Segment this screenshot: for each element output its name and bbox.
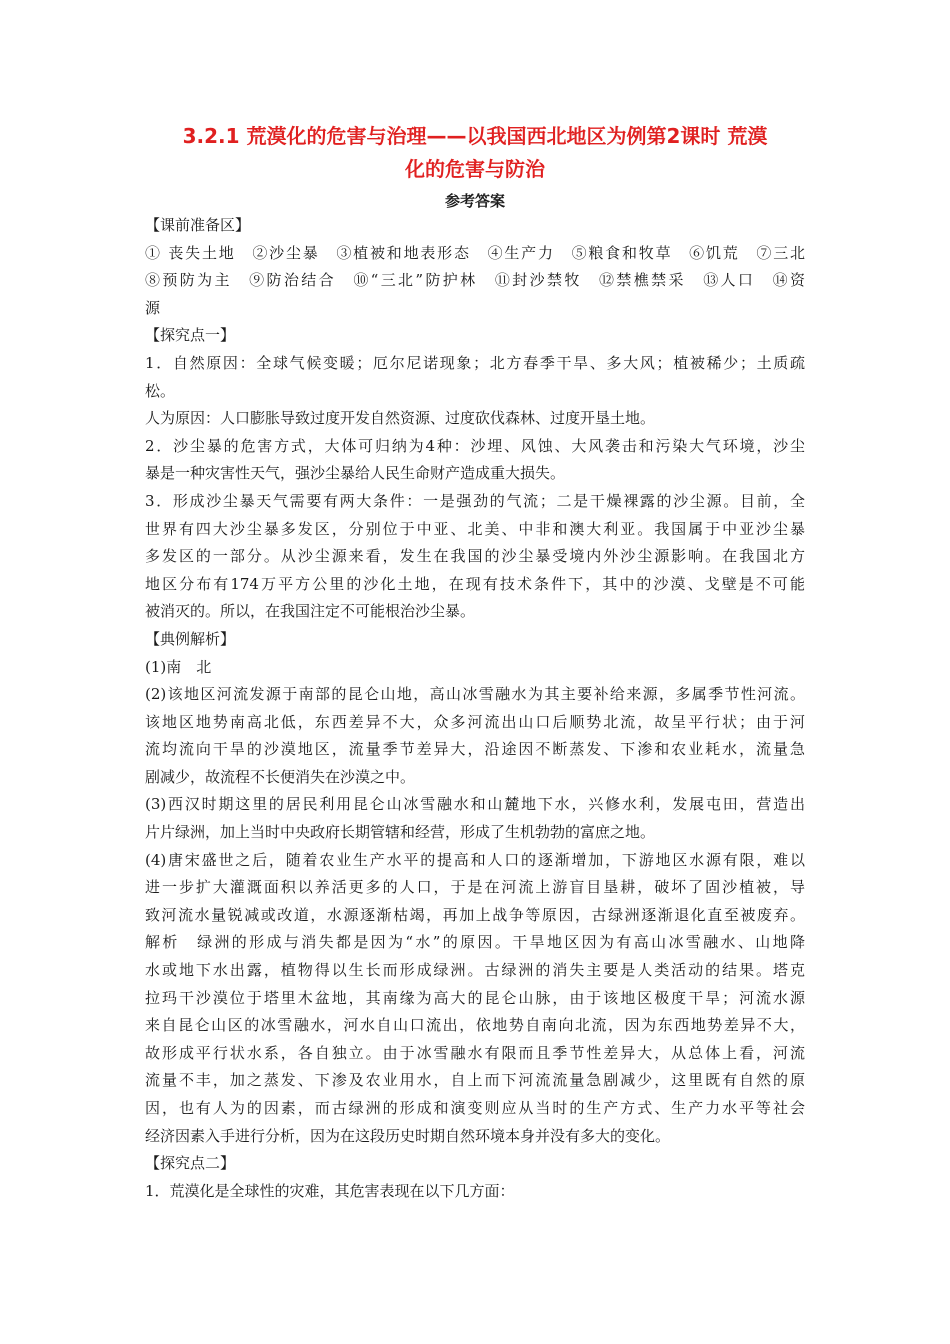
text-line: 经济因素入手进行分析，因为在这段历史时期自然环境本身并没有多大的变化。 xyxy=(145,1126,671,1145)
text-line: 致河流水量锐减或改道，水源逐渐枯竭，再加上战争等原因，古绿洲逐渐退化直至被废弃。 xyxy=(145,905,805,924)
text-line: 片片绿洲，加上当时中央政府长期管辖和经营，形成了生机勃勃的富庶之地。 xyxy=(145,823,656,842)
text-line: 地区分布有174万平方公里的沙化土地，在现有技术条件下，其中的沙漠、戈壁是不可能 xyxy=(145,574,805,593)
document-title-line-2: 化的危害与防治 xyxy=(405,157,545,181)
text-line: 流量不丰，加之蒸发、下渗及农业用水，自上而下河流流量急剧减少，这里既有自然的原 xyxy=(145,1071,805,1090)
text-line: 1．自然原因：全球气候变暖；厄尔尼诺现象；北方春季干旱、多大风；植被稀少；土质疏 xyxy=(145,353,805,372)
text-line: (2)该地区河流发源于南部的昆仑山地，高山冰雪融水为其主要补给来源，多属季节性河流。 xyxy=(145,685,805,704)
text-line: 源 xyxy=(145,298,161,317)
text-line: 拉玛干沙漠位于塔里木盆地，其南缘为高大的昆仑山脉，由于该地区极度干旱；河流水源 xyxy=(145,988,805,1007)
section-heading: 【探究点一】 xyxy=(145,326,236,345)
text-line: 松。 xyxy=(145,381,176,400)
text-line: 剧减少，故流程不长便消失在沙漠之中。 xyxy=(145,767,416,786)
text-line: 因，也有人为的因素，而古绿洲的形成和演变则应从当时的生产方式、生产力水平等社会 xyxy=(145,1099,805,1117)
section-heading: 【课前准备区】 xyxy=(145,216,251,234)
section-heading: 【典例解析】 xyxy=(145,629,236,648)
section-heading: 【探究点二】 xyxy=(145,1154,236,1173)
answer-key-heading: 参考答案 xyxy=(444,192,505,210)
text-line: (1)南 北 xyxy=(145,657,212,676)
text-line: (4)唐宋盛世之后，随着农业生产水平的提高和人口的逐渐增加，下游地区水源有限，难以 xyxy=(145,850,805,869)
text-line: 1．荒漠化是全球性的灾难，其危害表现在以下几方面： xyxy=(145,1181,515,1200)
text-line: ① 丧失土地 ②沙尘暴 ③植被和地表形态 ④生产力 ⑤粮食和牧草 ⑥饥荒 ⑦三北 xyxy=(145,243,805,262)
text-line: 2．沙尘暴的危害方式，大体可归纳为4种：沙埋、风蚀、大风袭击和污染大气环境，沙尘 xyxy=(145,436,805,455)
text-line: 水或地下水出露，植物得以生长而形成绿洲。古绿洲的消失主要是人类活动的结果。塔克 xyxy=(145,961,805,980)
text-line: 人为原因：人口膨胀导致过度开发自然资源、过度砍伐森林、过度开垦土地。 xyxy=(145,409,656,428)
text-line: 流均流向干旱的沙漠地区，流量季节差异大，沿途因不断蒸发、下渗和农业耗水，流量急 xyxy=(145,740,805,759)
text-line: 解析 绿洲的形成与消失都是因为“水”的原因。干旱地区因为有高山冰雪融水、山地降 xyxy=(145,933,805,952)
text-line: 3．形成沙尘暴天气需要有两大条件：一是强劲的气流；二是干燥裸露的沙尘源。目前，全 xyxy=(145,491,805,510)
text-line: 暴是一种灾害性天气，强沙尘暴给人民生命财产造成重大损失。 xyxy=(145,464,566,483)
text-line: ⑧预防为主 ⑨防治结合 ⑩“三北”防护林 ⑪封沙禁牧 ⑫禁樵禁采 ⑬人口 ⑭资 xyxy=(145,271,805,290)
text-line: 故形成平行状水系，各自独立。由于冰雪融水有限而且季节性差异大，从总体上看，河流 xyxy=(145,1043,805,1062)
text-line: 进一步扩大灌溉面积以养活更多的人口，于是在河流上游盲目垦耕，破坏了固沙植被，导 xyxy=(145,878,805,897)
text-line: 世界有四大沙尘暴多发区，分别位于中亚、北美、中非和澳大利亚。我国属于中亚沙尘暴 xyxy=(145,519,805,538)
document-title-line-1: 3.2.1 荒漠化的危害与治理——以我国西北地区为例第2课时 荒漠 xyxy=(182,124,768,148)
text-line: (3)西汉时期这里的居民利用昆仑山冰雪融水和山麓地下水，兴修水利，发展屯田，营造出 xyxy=(145,795,805,814)
text-line: 被消灭的。所以，在我国注定不可能根治沙尘暴。 xyxy=(145,602,476,621)
text-line: 来自昆仑山区的冰雪融水，河水自山口流出，依地势自南向北流，因为东西地势差异不大， xyxy=(145,1016,805,1035)
text-line: 多发区的一部分。从沙尘源来看，发生在我国的沙尘暴受境内外沙尘源影响。在我国北方 xyxy=(145,547,805,566)
text-line: 该地区地势南高北低，东西差异不大，众多河流出山口后顺势北流，故呈平行状；由于河 xyxy=(145,712,805,731)
answer-content xyxy=(145,212,815,1205)
